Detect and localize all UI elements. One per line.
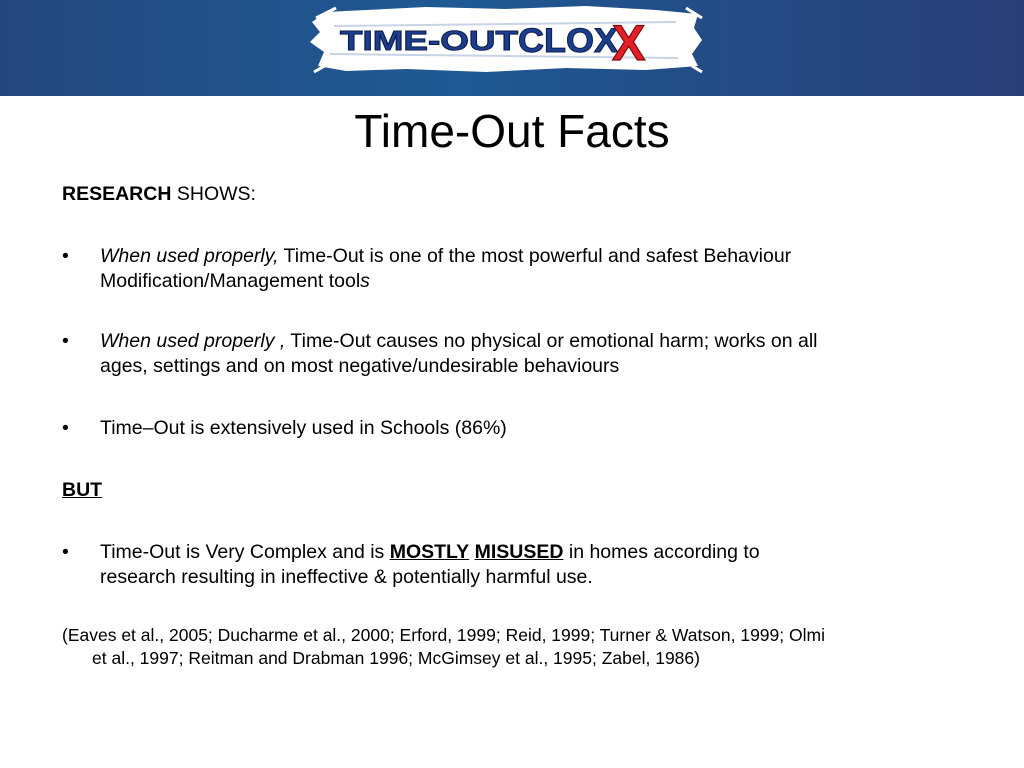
logo-x-accent: X xyxy=(612,15,646,71)
research-label: RESEARCH xyxy=(62,183,172,205)
header-banner xyxy=(0,0,1024,96)
but-heading xyxy=(62,478,962,503)
mostly-emphasis: MOSTLY xyxy=(389,541,470,563)
bullet-text: Time-Out is one of the most powerful and safest Behaviour xyxy=(278,245,792,267)
bullet-emphasis: When used properly , xyxy=(100,330,286,352)
bullet-text: Time-Out is Very Complex and is xyxy=(100,541,390,563)
references-line2: et al., 1997; Reitman and Drabman 1996; McGimsey et al., 1995; Zabel, 1986) xyxy=(92,648,700,668)
references-line1: (Eaves et al., 2005; Ducharme et al., 2000; Erford, 1999; Reid, 1999; Turner & Watson, 1999; Olmi xyxy=(62,625,825,645)
timeoutclox-logo xyxy=(306,4,704,74)
bullet-text-line2: ages, settings and on most negative/undesirable behaviours xyxy=(100,355,620,377)
shows-label: SHOWS: xyxy=(171,183,256,205)
bullet-text: Time–Out is extensively used in Schools (86%) xyxy=(100,417,507,439)
bullet-text-line2: Modification/Management tool xyxy=(100,270,361,292)
bullet-emphasis-suffix: s xyxy=(360,270,370,292)
bullet-icon: • xyxy=(62,541,69,563)
slide-title: Time-Out Facts xyxy=(354,105,670,157)
bullet-text-tail: in homes according to xyxy=(563,541,760,563)
logo-text-time-out: TIME-OUT xyxy=(340,25,518,56)
bullet-icon: • xyxy=(62,330,69,352)
bullet-icon: • xyxy=(62,417,69,439)
misused-emphasis: MISUSED xyxy=(474,541,564,563)
bullet-icon: • xyxy=(62,245,69,267)
research-heading xyxy=(62,182,962,207)
bullet-text: Time-Out causes no physical or emotional harm; works on all xyxy=(285,330,818,352)
bullet-text-line2: research resulting in ineffective & potentially harmful use. xyxy=(100,566,593,588)
logo-text-clox: CLOX xyxy=(518,22,619,60)
bullet-emphasis: When used properly, xyxy=(100,245,279,267)
but-label: BUT xyxy=(62,479,103,501)
references xyxy=(62,624,982,670)
